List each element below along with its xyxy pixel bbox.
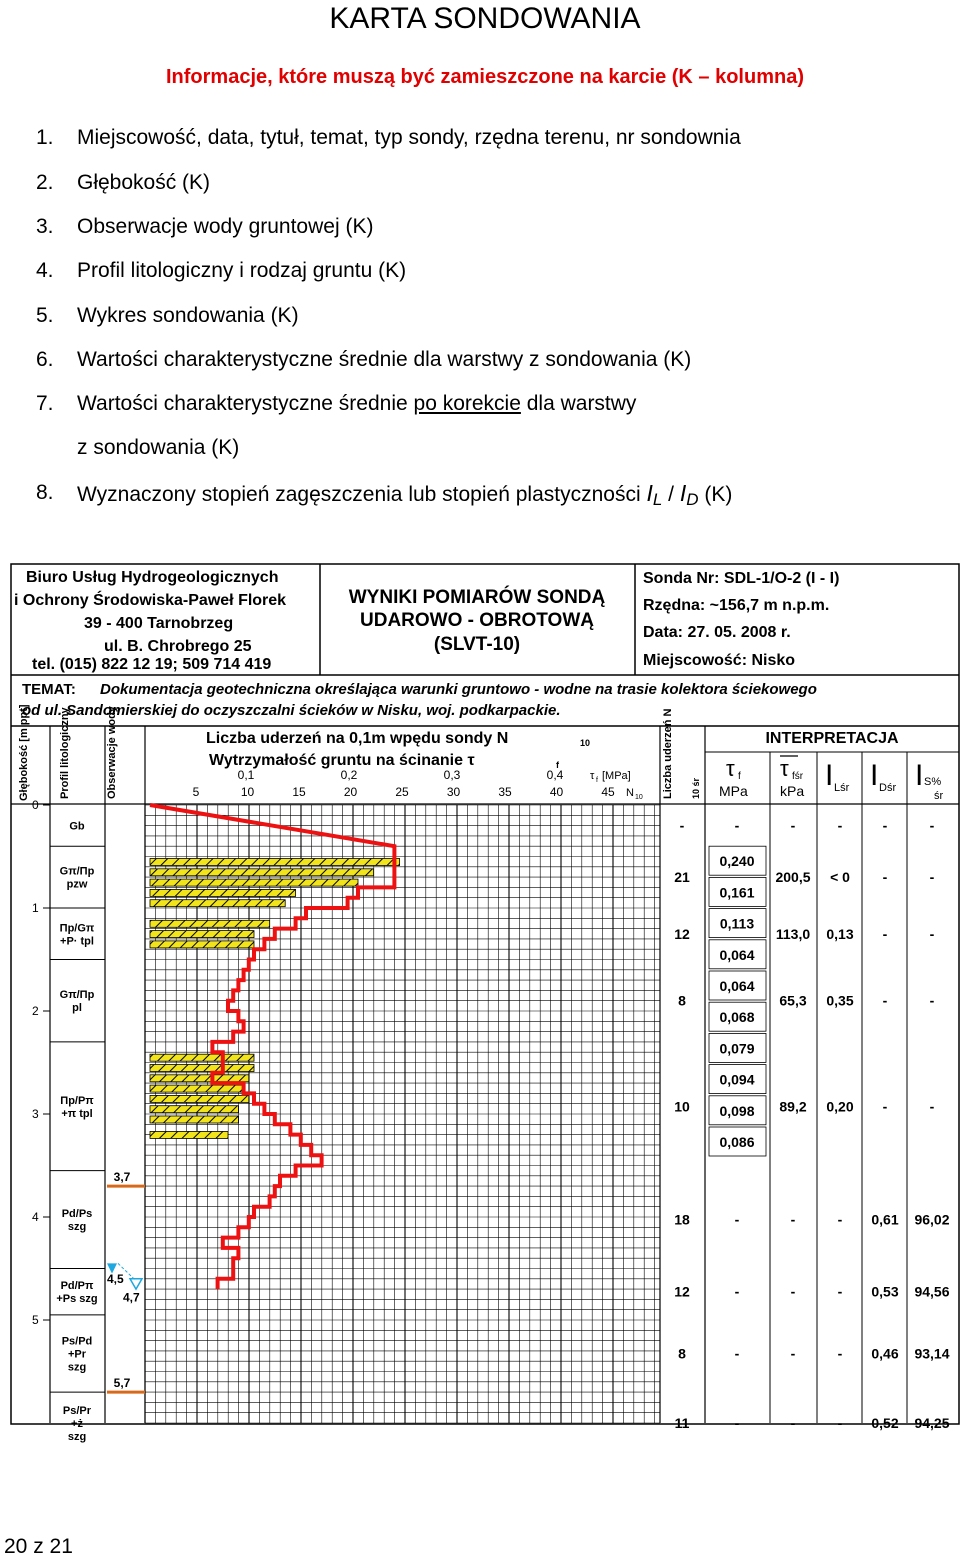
temat-label: TEMAT: xyxy=(22,681,76,698)
lithology-profile xyxy=(50,821,105,1443)
info-line: Miejscowość: Nisko xyxy=(643,652,796,669)
layer-label: pl xyxy=(72,1002,82,1015)
tau-fsr-value: 65,3 xyxy=(779,992,807,1009)
company-line: 39 - 400 Tarnobrzeg xyxy=(84,615,234,632)
list-item-text xyxy=(77,392,636,416)
tau-fsr-value: 113,0 xyxy=(775,925,811,942)
blows-column-sub: 10 śr xyxy=(691,777,701,799)
n10-tick: 40 xyxy=(549,785,564,799)
company-line: Biuro Usług Hydrogeologicznych xyxy=(26,569,279,586)
is-sub: S% xyxy=(924,776,942,788)
n10-tick: 20 xyxy=(343,785,358,799)
is-value: 94,25 xyxy=(914,1415,950,1431)
n10-tick: 10 xyxy=(240,785,255,799)
temat-text: od ul. Sandomierskiej do oczyszczalni ścieków w Nisku, woj. podkarpackie. xyxy=(22,702,561,719)
water-column-header: Obserwacje wody xyxy=(106,706,118,799)
layer-label: Ps/Pr xyxy=(62,1405,92,1417)
tau-unit-label: τ xyxy=(590,770,595,782)
n10-unit-sub: 10 xyxy=(635,794,643,801)
layer-label: Πp/Pπ xyxy=(60,1094,94,1107)
layer-label: +Pr xyxy=(67,1348,87,1361)
depth-tick: 3 xyxy=(32,1107,39,1121)
list-item-text-continuation: z sondowania (K) xyxy=(77,436,240,459)
layer-label: Pd/Ps xyxy=(61,1208,93,1221)
company-block xyxy=(14,569,286,673)
layer-label: szg xyxy=(67,1221,87,1234)
hatch-bar xyxy=(150,889,296,896)
hatch-bar xyxy=(150,879,358,886)
blows-column-header: Liczba uderzeń N xyxy=(662,708,674,799)
info-line: Rzędna: ~156,7 m n.p.m. xyxy=(643,597,830,614)
il-value: 0,20 xyxy=(826,1098,854,1115)
id-value: - xyxy=(882,817,888,834)
id-value: - xyxy=(882,869,888,886)
hatch-bar xyxy=(150,1065,254,1072)
layer-label: Gb xyxy=(69,820,85,833)
tau-fsr-value: 200,5 xyxy=(775,869,811,886)
blows-mean-value: 10 xyxy=(674,1098,690,1115)
water-level-label: 4,5 xyxy=(107,1271,124,1286)
hatch-bar xyxy=(150,859,400,866)
hatch-bar xyxy=(150,1095,249,1102)
is-value: - xyxy=(929,1098,935,1115)
page-title: KARTA SONDOWANIA xyxy=(329,2,641,35)
is-value: 93,14 xyxy=(914,1345,950,1362)
list-item-number: 5. xyxy=(36,304,54,327)
tau-fsr-value: - xyxy=(790,1211,796,1228)
layer-label: Gπ/Πp xyxy=(59,865,95,878)
id-value: - xyxy=(882,925,888,942)
tau-tick: 0,1 xyxy=(237,768,255,782)
il-value: < 0 xyxy=(830,869,850,886)
is-value: - xyxy=(929,869,935,886)
n10-tick: 15 xyxy=(292,785,306,799)
card-heading-line: UDAROWO - OBROTOWĄ xyxy=(360,610,594,631)
il-symbol: I xyxy=(825,759,834,792)
company-line: tel. (015) 822 12 19; 509 714 419 xyxy=(32,656,272,673)
layer-label: Gπ/Πp xyxy=(59,989,95,1002)
depth-column-header: Głębokość [m ppt] xyxy=(18,704,30,801)
list-item-text-part: Wartości charakterystyczne średnie xyxy=(77,392,414,415)
list-item-text-part: dla warstwy xyxy=(520,392,637,415)
tau-fsr-value: 89,2 xyxy=(779,1098,807,1115)
hatch-bar xyxy=(150,1106,238,1113)
boundary-label: 3,7 xyxy=(113,1170,131,1185)
is-value: 96,02 xyxy=(914,1211,950,1228)
list-item-number: 6. xyxy=(36,348,54,371)
list-item-text-part: (K) xyxy=(698,483,733,506)
list-item-number: 8. xyxy=(36,481,54,504)
hatch-bar xyxy=(150,869,374,876)
list-item-text: Obserwacje wody gruntowej (K) xyxy=(77,215,374,238)
tau-unit-sub: f xyxy=(596,777,598,784)
info-line: Data: 27. 05. 2008 r. xyxy=(643,624,791,641)
tau-axis-title: Wytrzymałość gruntu na ścinanie τ xyxy=(209,752,475,769)
temat-text: Dokumentacja geotechniczna określająca warunki gruntowo - wodne na trasie kolektora ściekowego xyxy=(100,681,817,698)
tau-f-unit: MPa xyxy=(719,783,748,799)
tau-value: 0,094 xyxy=(719,1071,755,1088)
list-item-text: Wartości charakterystyczne średnie dla warstwy z sondowania (K) xyxy=(77,348,692,371)
n10-tick: 25 xyxy=(395,785,409,799)
id-sub: Dśr xyxy=(879,782,897,794)
page-subtitle: Informacje, które muszą być zamieszczone na karcie (K – kolumna) xyxy=(165,66,804,88)
depth-tick: 1 xyxy=(32,901,39,915)
id-value: - xyxy=(882,1098,888,1115)
tau-f-symbol: τ xyxy=(726,756,735,781)
blows-axis-title: Liczba uderzeń na 0,1m wpędu sondy N xyxy=(206,730,509,747)
tau-value: 0,161 xyxy=(719,884,755,901)
il-value: - xyxy=(837,1283,843,1300)
underlined-phrase: po korekcie xyxy=(413,392,521,415)
id-subscript: D xyxy=(686,490,699,509)
tau-value: 0,064 xyxy=(719,978,755,994)
list-item-text: Miejscowość, data, tytuł, temat, typ sondy, rzędna terenu, nr sondownia xyxy=(77,126,741,149)
tau-f-sub: f xyxy=(738,771,741,782)
company-line: ul. B. Chrobrego 25 xyxy=(104,638,252,655)
hatch-bar xyxy=(150,1131,228,1138)
hatch-bar xyxy=(150,1054,254,1061)
id-value: 0,46 xyxy=(871,1345,899,1362)
blows-mean-value: 18 xyxy=(674,1211,690,1228)
sounding-card-figure xyxy=(10,563,960,1443)
is-value: - xyxy=(929,817,935,834)
chart-grid xyxy=(145,805,660,1423)
profile-column-header: Profil litologiczny xyxy=(59,707,71,799)
list-item-number: 2. xyxy=(36,171,54,194)
tau-fsr-unit: kPa xyxy=(780,783,805,799)
layer-label: Pd/Pπ xyxy=(60,1280,94,1293)
hatch-bar xyxy=(150,1116,238,1123)
list-item-number: 7. xyxy=(36,392,54,415)
layer-label: szg xyxy=(67,1361,87,1374)
il-value: - xyxy=(837,1415,843,1431)
tau-tick: 0,4 xyxy=(546,768,564,782)
blows-mean-value: 11 xyxy=(674,1415,690,1431)
id-value: 0,52 xyxy=(871,1415,899,1431)
water-level-label: 4,7 xyxy=(123,1290,140,1305)
page-number: 20 z 21 xyxy=(4,1535,73,1558)
water-observations xyxy=(107,1170,145,1392)
is-value: 94,56 xyxy=(914,1283,950,1300)
blows-mean-value: 8 xyxy=(678,992,686,1009)
list-item-text xyxy=(77,480,732,507)
card-heading-line: WYNIKI POMIARÓW SONDĄ xyxy=(348,587,606,608)
tau-value: 0,240 xyxy=(719,853,755,870)
is-value: - xyxy=(929,925,935,942)
list-item-text: Wykres sondowania (K) xyxy=(77,304,299,327)
layer-label: szg xyxy=(67,1431,87,1443)
list-item-number: 3. xyxy=(36,215,54,238)
depth-tick: 2 xyxy=(32,1004,39,1018)
sounding-card xyxy=(10,563,960,1443)
company-line: i Ochrony Środowiska-Paweł Florek xyxy=(14,592,287,609)
tau-value: 0,098 xyxy=(719,1102,755,1119)
tau-value-empty: - xyxy=(734,1211,740,1228)
n10-tick: 45 xyxy=(601,785,615,799)
il-value: - xyxy=(837,1211,843,1228)
tau-value-empty: - xyxy=(734,1415,740,1431)
tau-unit-rest: [MPa] xyxy=(602,770,631,782)
list-item-number: 4. xyxy=(36,259,54,282)
tau-value: 0,068 xyxy=(719,1009,755,1026)
depth-tick: 5 xyxy=(32,1313,39,1327)
blows-mean-value: 21 xyxy=(674,869,690,886)
tau-value-empty: - xyxy=(734,817,740,834)
hatch-bar xyxy=(150,1075,249,1082)
layer-label: +P· tpl xyxy=(60,935,94,948)
n10-tick: 35 xyxy=(498,785,512,799)
depth-tick: 0 xyxy=(32,798,39,812)
tau-fsr-value: - xyxy=(790,1415,796,1431)
tau-fsr-value: - xyxy=(790,1345,796,1362)
hatch-bar xyxy=(150,931,254,938)
n10-tick: 30 xyxy=(446,785,461,799)
id-symbol: I xyxy=(679,480,687,506)
hatch-bar xyxy=(150,1085,244,1092)
il-value: - xyxy=(837,1345,843,1362)
il-value: 0,35 xyxy=(826,992,854,1009)
id-value: 0,61 xyxy=(871,1211,899,1228)
blows-mean-value: 12 xyxy=(674,1283,690,1300)
n10-unit-label: N xyxy=(626,787,634,799)
il-symbol: I xyxy=(646,480,653,506)
tau-value-empty: - xyxy=(734,1345,740,1362)
interpretation-title: INTERPRETACJA xyxy=(765,730,899,747)
layer-label: Πp/Gπ xyxy=(59,922,95,935)
layer-label: +ż xyxy=(71,1418,83,1430)
depth-tick: 4 xyxy=(32,1210,39,1224)
layer-label: +Ps szg xyxy=(56,1293,98,1306)
list-item-text-part: Wyznaczony stopień zagęszczenia lub stopień plastyczności xyxy=(77,483,647,506)
sounding-info xyxy=(643,570,839,669)
id-symbol: I xyxy=(870,759,879,792)
tau-fsr-value: - xyxy=(790,1283,796,1300)
depth-axis xyxy=(32,798,50,1327)
boundary-label: 5,7 xyxy=(113,1376,131,1391)
blows-axis-title-sub: 10 xyxy=(580,738,591,748)
tau-value: 0,086 xyxy=(719,1134,755,1150)
tau-fsr-symbol: τ xyxy=(780,756,789,781)
is-symbol: I xyxy=(915,759,924,792)
temat-block xyxy=(22,681,817,719)
blows-mean-value: 12 xyxy=(674,925,690,942)
id-value: - xyxy=(882,992,888,1009)
layer-label: +π tpl xyxy=(61,1107,93,1120)
id-value: 0,53 xyxy=(871,1283,899,1300)
blows-mean-value: - xyxy=(679,817,685,834)
list-item-text: Profil litologiczny i rodzaj gruntu (K) xyxy=(77,259,407,282)
il-sub: Lśr xyxy=(834,782,850,794)
card-heading xyxy=(349,586,606,655)
tau-tick-labels xyxy=(238,768,564,782)
n10-tick: 5 xyxy=(192,785,200,799)
is-value: - xyxy=(929,992,935,1009)
tau-value: 0,079 xyxy=(719,1040,755,1057)
tau-tick: 0,3 xyxy=(443,768,461,782)
tau-fsr-value: - xyxy=(790,817,796,834)
layer-label: Ps/Pd xyxy=(61,1335,93,1348)
hatch-bar xyxy=(150,900,285,907)
il-subscript: L xyxy=(652,490,663,509)
tau-fsr-sub: fśr xyxy=(792,771,804,782)
hatch-bars xyxy=(150,859,400,1139)
list-item-number: 1. xyxy=(36,126,54,149)
separator: / xyxy=(662,483,680,506)
tau-axis-title-sub: f xyxy=(556,760,559,770)
water-level-icon xyxy=(130,1279,142,1289)
tau-value-empty: - xyxy=(734,1283,740,1300)
card-heading-line: (SLVT-10) xyxy=(433,634,521,655)
hatch-bar xyxy=(150,941,254,948)
il-value: 0,13 xyxy=(826,925,854,942)
is-sub2: śr xyxy=(934,790,944,802)
il-value: - xyxy=(837,817,843,834)
n10-tick-labels xyxy=(193,785,615,799)
tau-value: 0,113 xyxy=(719,915,755,932)
hatch-bar xyxy=(150,920,270,927)
tau-value: 0,064 xyxy=(719,946,755,963)
tau-tick: 0,2 xyxy=(340,768,358,782)
layer-label: pzw xyxy=(66,878,88,891)
blows-mean-value: 8 xyxy=(678,1345,686,1362)
info-line: Sonda Nr: SDL-1/O-2 (I - I) xyxy=(643,570,840,587)
list-item-text: Głębokość (K) xyxy=(77,171,211,194)
interpretation-values xyxy=(674,818,950,1431)
